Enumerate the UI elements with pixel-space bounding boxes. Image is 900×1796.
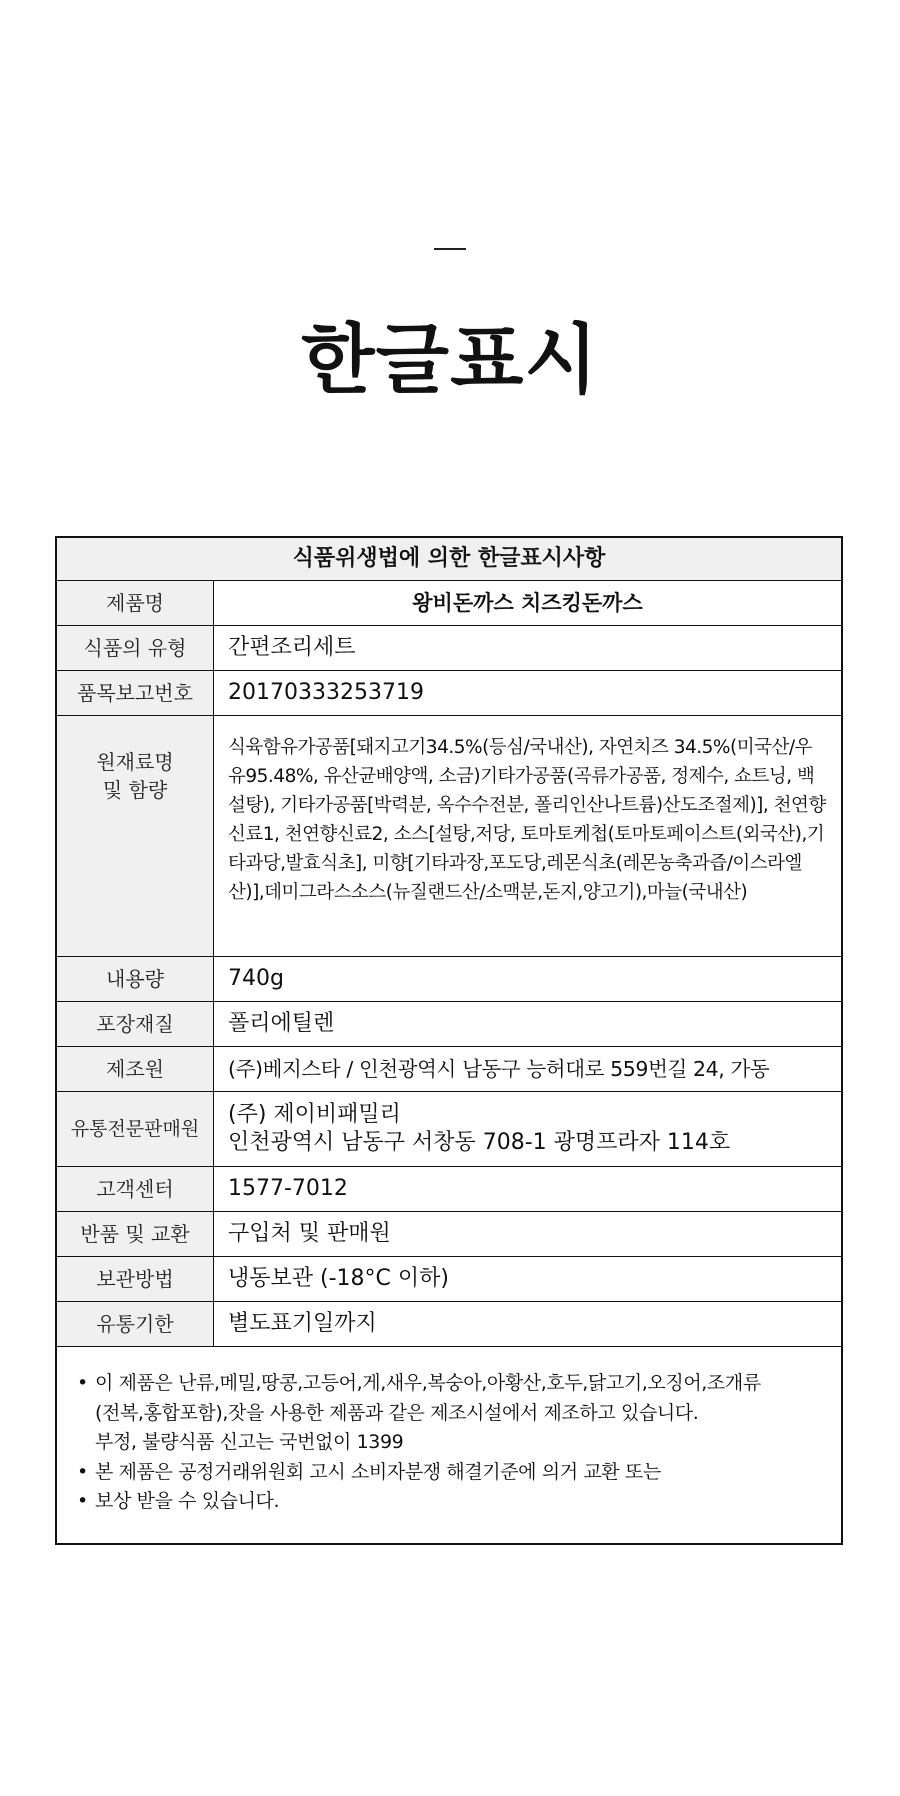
note-line: 보상 받을 수 있습니다. [95,1490,280,1512]
note-line: 본 제품은 공정거래위원회 고시 소비자분쟁 해결기준에 의거 교환 또는 [95,1460,661,1483]
table-row-customer-center [57,1167,841,1212]
note-line: 이 제품은 난류,메밀,땅콩,고등어,게,새우,복숭아,아황산,호두,닭고기,오징어,조개류 [95,1372,761,1394]
row-value: 별도표기일까지 [228,1311,377,1336]
table-row-report-number [57,671,841,716]
row-value: 구입처 및 판매원 [228,1221,391,1246]
row-label-line: 원재료명 [96,750,174,774]
row-value: 20170333253719 [228,680,424,705]
product-name-value: 왕비돈까스 치즈킹돈까스 [412,591,643,615]
bullet-icon: • [77,1460,88,1483]
row-label: 내용량 [57,957,214,1001]
row-label [57,716,214,956]
row-label: 유통전문판매원 [57,1092,214,1166]
food-label-table [55,536,843,1545]
row-label: 보관방법 [57,1257,214,1301]
row-value: 냉동보관 (-18°C 이하) [228,1266,449,1291]
row-label-line: 및 함량 [102,778,168,802]
table-row-expiry [57,1302,841,1347]
row-label: 품목보고번호 [57,671,214,715]
table-row-net-content [57,957,841,1002]
row-label: 식품의 유형 [57,626,214,670]
table-row-packaging [57,1002,841,1047]
note-item [77,1458,831,1488]
row-label: 제조원 [57,1047,214,1091]
page-title: 한글표시 [301,315,599,404]
title-dash-decoration [434,248,466,250]
distributor-name: (주) 제이비패밀리 [228,1102,401,1127]
row-label: 포장재질 [57,1002,214,1046]
table-row-food-type [57,626,841,671]
distributor-address: 인천광역시 남동구 서창동 708-1 광명프라자 114호 [228,1130,731,1155]
note-line: (전복,홍합포함),잣을 사용한 제품과 같은 제조시설에서 제조하고 있습니다. [95,1401,699,1424]
bullet-icon: • [77,1372,88,1394]
note-item [77,1487,831,1517]
row-value: 1577-7012 [228,1176,348,1201]
table-row-manufacturer [57,1047,841,1092]
notes-section [57,1347,841,1517]
note-line: 부정, 불량식품 신고는 국번없이 1399 [95,1431,404,1453]
row-label: 유통기한 [57,1302,214,1346]
table-row-ingredients [57,716,841,957]
table-caption: 식품위생법에 의한 한글표시사항 [57,538,841,581]
row-label: 반품 및 교환 [57,1212,214,1256]
bullet-icon: • [77,1490,88,1512]
row-label: 고객센터 [57,1167,214,1211]
row-value: 간편조리세트 [228,635,356,660]
note-item [77,1369,831,1458]
table-row-returns [57,1212,841,1257]
table-row-distributor [57,1092,841,1167]
row-label: 제품명 [57,581,214,625]
ingredients-value: 식육함유가공품[돼지고기34.5%(등심/국내산), 자연치즈 34.5%(미국산/우유95.48%, 유산균배양액, 소금)기타가공품(곡류가공품, 정제수, 쇼트닝, 백설탕), 기타가공품[박력분, 옥수수전분, 폴리인산나트륨)산도조절제)], 천연향신료1, 천연향신료2, 소스[설탕,저당, 토마토케첩(토마토페이스트(외국산),기타과당,발효식초], 미향[기타과장,포도당,레몬식초(레몬농축과즙/이스라엘산)],데미그라스소스(뉴질랜드산/소맥분,돈지,양고기),마늘(국내산) [228,737,826,903]
row-value: 740g [228,966,284,991]
table-row-storage [57,1257,841,1302]
row-value: 폴리에틸렌 [228,1011,335,1036]
row-value: (주)베지스타 / 인천광역시 남동구 능허대로 559번길 24, 가동 [228,1057,770,1081]
table-row-product-name [57,581,841,626]
row-value [214,1092,841,1166]
